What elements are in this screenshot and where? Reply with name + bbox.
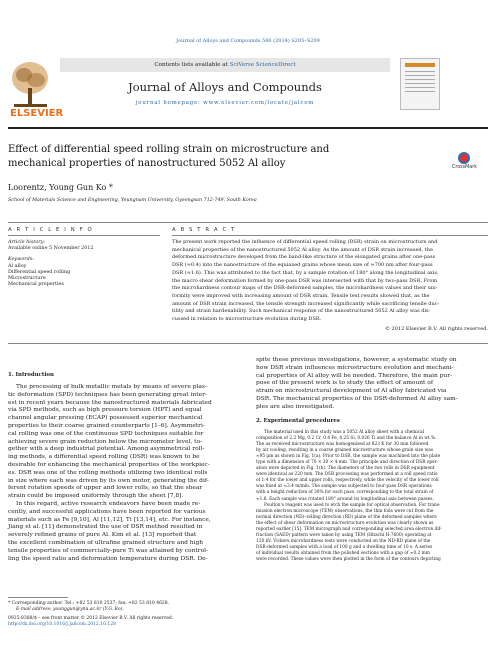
- exp-line: of individual results obtained from the polished sections with a gap of ≈0.2 mm: [256, 550, 430, 556]
- cover-banner: [405, 63, 435, 67]
- affiliation: School of Materials Science and Engineering, Yeungnam University, Gyeongsan 712-749, South Korea: [8, 198, 257, 203]
- exp-line: mission electron microscope (TEM) observations, the thin foils were cut from the: [256, 508, 434, 514]
- intro-line: desirable for enhancing the mechanical properties of the workpiec-: [8, 461, 210, 468]
- abstract-heading: A B S T R A C T: [172, 227, 236, 233]
- footer: [8, 616, 308, 628]
- exp-line: was fixed at ≈3.4 m/min. The sample was subjected to four-pass DSR operations: [256, 484, 432, 490]
- header-rule: [8, 127, 488, 129]
- contents-bar: [60, 58, 390, 72]
- abstract-line: mechanical properties of the nanostructured 5052 Al alloy. As the amount of DSR strain increased, the: [172, 246, 433, 253]
- intro-line: materials such as Fe [9,10], Al [11,12], Ti [13,14], etc. For instance,: [8, 516, 211, 523]
- info-rule: [8, 235, 160, 236]
- exp-line: The as-received microstructure was homogenized at 823 K for 30 min followed: [256, 442, 429, 448]
- intro-line: the excellent combination of ultrafine grained structure and high: [8, 539, 204, 546]
- intro-line: via SPD methods, such as high pressure torsion (HPT) and equal: [8, 407, 202, 414]
- article-title-line: Effect of differential speed rolling strain on microstructure and: [8, 144, 330, 155]
- intro-line: tensile properties of commercially-pure Ti was attained by control-: [8, 547, 208, 554]
- intro-line: strain could be imposed uniformly through the sheet [7,8].: [8, 493, 184, 500]
- sciencedirect-link[interactable]: SciVerse ScienceDirect: [229, 62, 296, 68]
- keyword-item: Mechanical properties: [8, 281, 64, 288]
- exp-line: Poulton's reagent was used to etch the sample for optical observation. For trans-: [264, 502, 441, 508]
- abstract-line: tility and strain hardenability. Such mechanical response of the nanostructured 5052 Al alloy was dis-: [172, 308, 431, 315]
- intro-cont-line: DSR. The mechanical properties of the DSR-deformed Al alloy sam-: [256, 395, 458, 402]
- intro-body: [8, 384, 241, 563]
- intro-heading: 1. Introduction: [8, 372, 54, 378]
- abstract-line: the microhardness contour maps of the DSR-deformed samples, the microhardness values and their uni-: [172, 285, 438, 292]
- exp-line: ation were depicted in Fig. 1(b). The diameters of the two rolls in DSR equipment: [256, 466, 435, 472]
- crossmark-badge[interactable]: [452, 152, 477, 170]
- abstract-body: [172, 239, 488, 333]
- exp-line: ≈95 μm as shown in Fig. 1(a). Prior to DSR, the sample was machined into the plate: [256, 454, 441, 460]
- doi-link[interactable]: http://dx.doi.org/10.1016/j.jallcom.2012.10.128: [8, 622, 116, 627]
- keyword-item: Al alloy: [8, 262, 27, 269]
- exp-line: the effect of shear deformation on microstructure evolution was clearly shown as: [256, 520, 434, 526]
- abstract-line: DSR (≈0.4) into the nanostructure of the equiaxed grains whose mean size of ≈700 nm after four-pass: [172, 262, 433, 269]
- intro-line: gether with a deep industrial potential. Among asymmetrical roll-: [8, 446, 205, 453]
- exp-line: ≈1.6. Each sample was rotated 180° around its longitudinal axis between passes.: [256, 496, 434, 502]
- authors: Loorentz, Young Gun Ko *: [8, 183, 113, 192]
- abstract-line: formity were improved with increasing amount of DSR strain. Tensile test results showed that, as the: [172, 292, 430, 299]
- exp-line: DSR-deformed samples with a load of 100 g and a dwelling time of 10 s. A series: [256, 544, 433, 550]
- intro-line: tic deformation (SPD) techniques has been generating great inter-: [8, 391, 207, 398]
- footnote-rule: [8, 597, 68, 598]
- email-address[interactable]: E-mail address: younggun@ynu.ac.kr (Y.G. Ko).: [16, 607, 124, 612]
- intro-line: severely refined grains of pure Al. Kim et al. [13] reported that: [8, 532, 197, 539]
- journal-cover-thumbnail: [400, 58, 440, 110]
- keywords-label: Keywords:: [8, 256, 34, 263]
- exp-line: were identical as 220 mm. The DSR processing was performed at a roll speed ratio: [256, 472, 438, 478]
- intro-line: ling the speed ratio and deformation temperature during DSR. De-: [8, 555, 208, 562]
- intro-cont-line: ples are also investigated.: [256, 403, 335, 410]
- experimental-heading: 2. Experimental procedures: [256, 418, 340, 424]
- abstract-rule-bottom: [8, 343, 488, 344]
- intro-line: The processing of bulk metallic metals by means of severe plas-: [16, 384, 207, 390]
- article-title-line: mechanical properties of nanostructured 5052 Al alloy: [8, 158, 286, 169]
- keyword-item: Microstructure: [8, 275, 46, 282]
- exp-line: composition of 2.2 Mg, 0.2 Cr, 0.4 Fe, 0.25 Si, 0.026 Ti and the balance Al in wt.%.: [256, 436, 437, 442]
- exp-line: reported earlier [15]. TEM micrograph and corresponding selected area electron dif-: [256, 526, 442, 532]
- exp-line: normal direction (ND)–rolling direction (RD) plane of the deformed samples where: [256, 514, 437, 520]
- journal-homepage-link[interactable]: journal homepage: www.elsevier.com/locate/jalcom: [135, 100, 315, 106]
- abstract-line: cussed in relation to microstructure evolution during DSR.: [172, 316, 322, 323]
- article-history: [8, 239, 158, 287]
- intro-continued: [256, 357, 488, 412]
- cover-lines: [405, 71, 435, 95]
- abstract-line: the macro shear deformation formed by one-pass DSR was intersected with that by two-pass DSR. From: [172, 277, 438, 284]
- article-title: [8, 143, 428, 171]
- experimental-body: [256, 430, 488, 563]
- elsevier-logo-icon: [8, 58, 53, 112]
- intro-cont-line: cal properties of Al alloy will be needed. Therefore, the main pur-: [256, 372, 453, 379]
- intro-line: ing methods, a differential speed rolling (DSR) was known to be: [8, 454, 200, 461]
- intro-line: es. DSR was one of the rolling methods utilizing two identical rolls: [8, 469, 208, 476]
- crossmark-label: CrossMark: [452, 165, 477, 170]
- journal-title: Journal of Alloys and Compounds: [128, 80, 322, 94]
- intro-line: Jiang et al. [11] demonstrated the use of DSR method resulted in: [8, 524, 203, 531]
- article-info-heading: A R T I C L E I N F O: [8, 227, 94, 233]
- intro-line: ferent rotation speeds of upper and lower rolls, so that the shear: [8, 485, 203, 492]
- exp-line: were recorded. These values were then plotted in the form of the contours depicting: [256, 556, 441, 562]
- journal-reference[interactable]: Journal of Alloys and Compounds 586 (2014) S205–S209: [176, 38, 320, 44]
- crossmark-icon: [458, 152, 470, 164]
- corresponding-author: * Corresponding author. Tel.: +82 53 810 2537; fax: +82 53 810 4628.: [8, 601, 170, 606]
- intro-line: channel angular pressing (ECAP) possessed superior mechanical: [8, 415, 203, 422]
- exp-line: with a height reduction of 30% for each pass, corresponding to the total strain of: [256, 490, 434, 496]
- exp-line: by air cooling, resulting in a coarse grained microstructure whose grain size was: [256, 448, 434, 454]
- contents-text: Contents lists available at: [154, 62, 230, 68]
- exp-line: 120 kV. Vickers microhardness tests were conducted on the ND-RD plane of the: [256, 538, 431, 544]
- keyword-item: Differential speed rolling: [8, 268, 71, 275]
- abstract-rule: [172, 235, 488, 236]
- abstract-line: deformed microstructure developed from the band-like structure of the elongated grains after one-pass: [172, 254, 436, 261]
- info-rule-top: [8, 222, 488, 223]
- intro-cont-line: pose of the present work is to study the effect of amount of: [256, 380, 434, 387]
- intro-line: in size where each was driven by its own motor, generating the dif-: [8, 477, 209, 484]
- intro-line: properties to their coarse grained counterparts [1–6]. Asymmetri-: [8, 422, 205, 429]
- footnote: [8, 601, 248, 613]
- intro-cont-line: strain on microstructural development of Al alloy fabricated via: [256, 388, 447, 395]
- abstract-line: DSR (≈1.6). This was attributed to the fact that, by a sample rotation of 180° along the longitudinal axis,: [172, 269, 439, 276]
- intro-line: cal rolling was one of the continuous SPD techniques suitable for: [8, 430, 204, 437]
- issn-line: 0925-8388/$ – see front matter © 2012 Elsevier B.V. All rights reserved.: [8, 616, 174, 621]
- publisher-name: ELSEVIER: [10, 108, 64, 119]
- exp-line: of 1:4 for the lower and upper rolls, respectively, while the velocity of the lower roll: [256, 478, 439, 484]
- intro-line: achieving severe grain reduction below the micrometer level, to-: [8, 438, 202, 445]
- intro-line: In this regard, active research endeavors have been made re-: [16, 500, 201, 507]
- abstract-line: amount of DSR strain increased, the tensile strength increased significantly while sacrificing tensile duc-: [172, 300, 440, 307]
- intro-cont-line: spite these previous investigations, however, a systematic study on: [256, 357, 457, 363]
- intro-line: est in recent years because the nanostructured materials fabricated: [8, 399, 212, 406]
- intro-cont-line: how DSR strain influences microstructure evolution and mechani-: [256, 364, 454, 371]
- copyright: © 2012 Elsevier B.V. All rights reserved.: [384, 325, 488, 332]
- history-value: Available online 5 November 2012: [8, 245, 94, 252]
- exp-line: fraction (SAED) pattern were taken by using TEM (Hitachi H-7600) operating at: [256, 532, 432, 538]
- exp-line: type with a dimension of 70 × 30 × 4 mm. The principle and direction of DSR oper-: [256, 460, 439, 466]
- exp-line: The material used in this study was a 5052 Al alloy sheet with a chemical: [264, 430, 425, 435]
- history-label: Article history:: [8, 239, 46, 245]
- abstract-line: The present work reported the influence of differential speed rolling (DSR) strain on microstructure and: [172, 239, 438, 245]
- intro-line: cently, and successful applications have been reported for various: [8, 508, 206, 515]
